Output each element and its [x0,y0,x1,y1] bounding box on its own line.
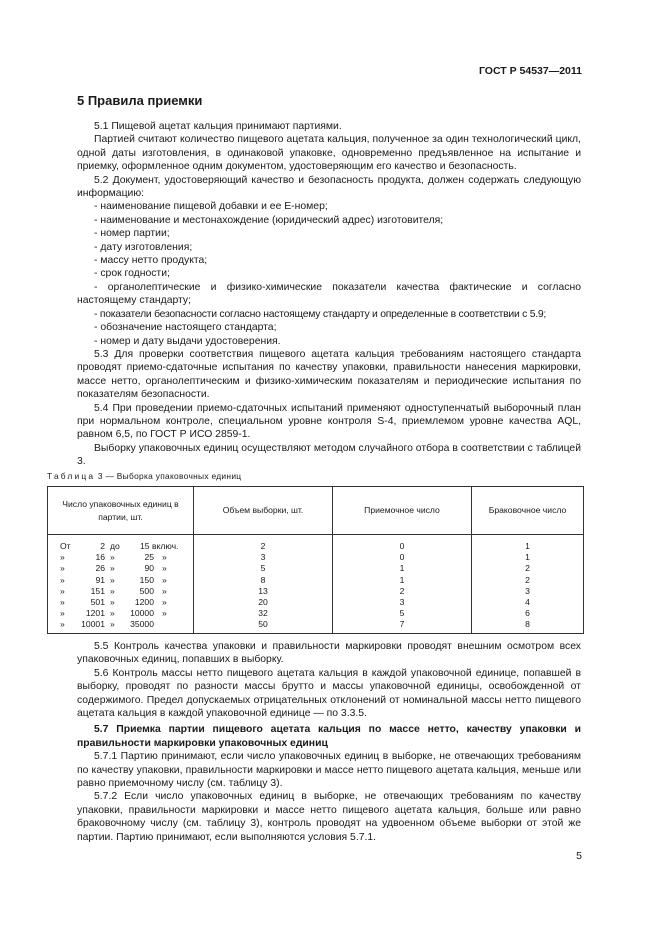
lot-to: 500 [139,585,154,596]
lot-prefix: » [60,596,65,607]
list-item: - наименование и местонахождение (юридический адрес) изготовителя; [77,214,581,227]
lot-to: 150 [139,574,154,585]
table-caption-text: 3 — Выборка упаковочных единиц [95,471,242,481]
table-header: Приемочное число [333,487,472,535]
acceptance-number: 2 [399,585,405,596]
lot-size-range [48,563,193,574]
sampling-table [47,486,584,634]
subsection-title: 5.7 Приемка партии пищевого ацетата кальция по массе нетто, качеству упаковки и правильности маркировки упаковочных единиц [77,724,581,749]
paragraph: 5.3 Для проверки соответствия пищевого ацетата кальция требованиям настоящего стандарта проводят приемо-сдаточные испытания по качеству упаковки, правильности нанесения маркировки, массе нетто, органолептическим и физико-химическим показателям и периодические испытания по показателям безопасности. [77,348,581,401]
table-header: Число упаковочных единиц в партии, шт. [48,487,194,535]
paragraph: 5.5 Контроль качества упаковки и правильности маркировки проводят внешним осмотром всех упаковочных единиц, попавших в выборку. [77,641,581,666]
lot-suffix: » [162,563,167,574]
acceptance-number: 1 [399,563,405,574]
lot-to: 25 [144,552,154,563]
list-item: - номер и дату выдачи удостоверения. [77,335,581,348]
list-item: - дату изготовления; [77,241,581,254]
lot-from: 26 [95,563,105,574]
lot-size-range [48,541,193,552]
acceptance-number: 5 [399,608,405,619]
list-item: - номер партии; [77,227,581,240]
lot-separator: » [110,596,115,607]
section-body [77,120,581,469]
sample-size: 3 [260,552,266,563]
paragraph: Партией считают количество пищевого ацетата кальция, полученное за один технологический цикл, одной даты изготовления, в одинаковой упаковке, одновременно предъявленное на испытание и приемку, оформленное одним документом, удостоверяющим его качество и безопасность. [77,134,581,173]
rejection-number: 4 [525,596,530,607]
acceptance-number: 3 [399,596,405,607]
rejection-number: 1 [525,541,530,551]
acceptance-number: 1 [399,574,405,585]
paragraph: 5.6 Контроль массы нетто пищевого ацетата кальция в каждой упаковочной единице, попавшей в выборку, проводят по разности массы брутто и массы упаковочной единицы, освобожденной от содержимого. Предел допускаемых отрицательных отклонений от номинальной массы нетто пищевого ацетата кальция в каждой упаковочной единице — по 3.3.5. [77,667,581,720]
rejection-number: 2 [525,574,530,585]
lot-prefix: » [60,608,65,619]
rejection-number: 3 [525,585,530,596]
rejection-column [472,535,584,634]
lot-suffix: » [162,552,167,563]
lot-to: 15 включ. [140,541,179,551]
list-item: - показатели безопасности согласно настоящему стандарту и определенные в соответствии с 5.9; [77,308,581,321]
paragraph: 5.7.1 Партию принимают, если число упаковочных единиц в выборке, не отвечающих требованиям по качеству упаковки, правильности маркировки и массе нетто пищевого ацетата кальция, меньше или равно приемочному числу (см. таблицу 3). [77,751,581,790]
lot-from: 501 [90,596,105,607]
rejection-number: 6 [525,608,530,619]
lot-from: 91 [95,574,105,585]
lot-to: 35000 [130,619,154,630]
list-item: - массу нетто продукта; [77,254,581,267]
lot-size-range [48,586,193,597]
lot-separator: » [110,619,115,630]
section-title: 5 Правила приемки [77,93,203,108]
lot-prefix: » [60,585,65,596]
lot-suffix: » [162,596,167,607]
lot-size-range [48,575,193,586]
sample-size: 20 [258,596,268,607]
lot-separator: » [110,552,115,563]
sample-size: 13 [258,585,268,596]
lot-prefix: » [60,619,65,630]
lot-size-column [48,535,194,634]
table-caption-label: Таблица [47,471,96,481]
lot-prefix: » [60,574,65,585]
acceptance-number: 0 [399,541,405,551]
page-number: 5 [576,850,582,862]
lot-suffix: » [162,574,167,585]
table-header: Браковочное число [472,487,584,535]
rejection-number: 8 [525,619,530,630]
lot-prefix: » [60,552,65,563]
lot-suffix: » [162,608,167,619]
lot-separator: » [110,608,115,619]
lot-suffix: » [162,585,167,596]
list-item: - наименование пищевой добавки и ее Е-номер; [77,200,581,213]
lot-to: 10000 [130,608,154,619]
lot-size-range [48,597,193,608]
sample-size-column [194,535,333,634]
sample-size: 5 [260,563,266,574]
list-item: - органолептические и физико-химические показатели качества фактические и согласно настоящему стандарту; [77,281,581,308]
lot-separator: » [110,563,115,574]
lot-separator: » [110,585,115,596]
lot-prefix: » [60,563,65,574]
lot-to: 1200 [134,596,154,607]
lot-from: 16 [95,552,105,563]
lot-size-range [48,619,193,630]
rejection-number: 2 [525,563,530,574]
lot-prefix: От [60,541,71,551]
acceptance-number: 7 [399,619,405,630]
lot-separator: до [110,541,120,551]
list-item: - обозначение настоящего стандарта; [77,321,581,334]
sample-size: 50 [258,619,268,630]
table-caption [47,471,241,481]
lot-to: 90 [144,563,154,574]
lot-from: 151 [90,585,105,596]
paragraph: 5.7.2 Если число упаковочных единиц в выборке, не отвечающих требованиям по качеству упаковки, правильности маркировки и массе нетто пищевого ацетата кальция, больше или равно браковочному числу (см. таблицу 3), контроль проводят на удвоенном объеме выборки от этой же партии. Партию принимают, если выполняются условия 5.7.1. [77,791,581,843]
list-item: - срок годности; [77,267,581,280]
acceptance-number: 0 [399,552,405,563]
sample-size: 32 [258,608,268,619]
lot-size-range [48,552,193,563]
standard-number: ГОСТ Р 54537—2011 [478,65,582,77]
lot-from: 10001 [81,619,105,630]
lot-separator: » [110,574,115,585]
acceptance-column [333,535,472,634]
paragraph: 5.1 Пищевой ацетат кальция принимают партиями. [94,121,342,132]
section-body-continued [77,640,581,844]
sample-size: 8 [260,574,266,585]
lot-from: 1201 [85,608,105,619]
paragraph: 5.4 При проведении приемо-сдаточных испытаний применяют одноступенчатый выборочный план при нормальном контроле, специальном уровне контроля S-4, приемлемом уровне качества AQL, равном 6,5, по ГОСТ Р ИСО 2859-1. [77,402,581,441]
table-header: Объем выборки, шт. [194,487,333,535]
lot-size-range [48,608,193,619]
paragraph: 5.2 Документ, удостоверяющий качество и безопасность продукта, должен содержать следующую информацию: [77,174,581,200]
paragraph: Выборку упаковочных единиц осуществляют методом случайного отбора в соответствии с таблицей 3. [77,442,581,468]
rejection-number: 1 [525,552,530,563]
sample-size: 2 [260,541,266,551]
lot-from: 2 [100,541,105,551]
